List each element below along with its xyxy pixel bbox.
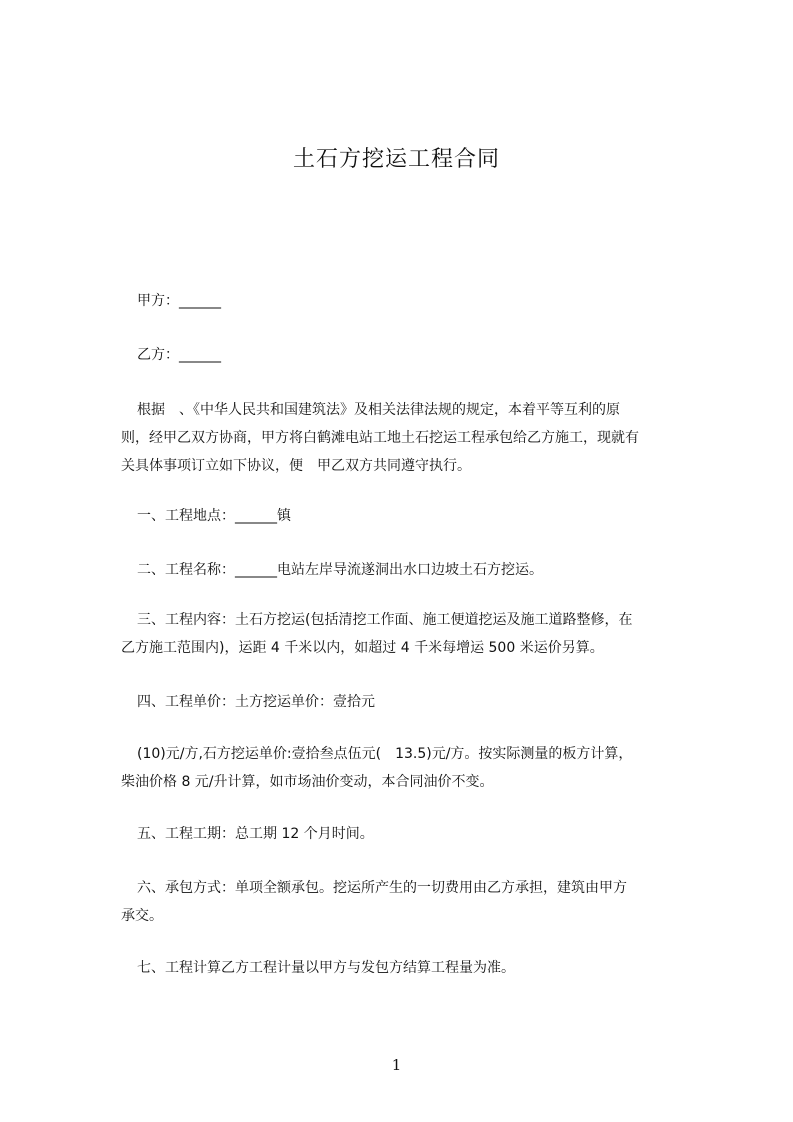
party-b-line: 乙方：______ <box>137 347 221 363</box>
preamble-line-3: 关具体事项订立如下协议，便 甲乙双方共同遵守执行。 <box>121 458 471 474</box>
clause-6-contract-method <box>121 874 737 930</box>
clause-3-content <box>121 606 737 662</box>
document-title: 土石方挖运工程合同 <box>292 147 500 172</box>
preamble-paragraph <box>121 396 737 480</box>
clause-3-line-2: 乙方施工范围内)，运距 4 千米以内，如超过 4 千米每增运 500 米运价另算。 <box>121 640 604 656</box>
clause-4-cont-line-2: 柴油价格 8 元/升计算，如市场油价变动，本合同油价不变。 <box>121 774 494 790</box>
clause-2-name: 二、工程名称：______电站左岸导流遂洞出水口边坡土石方挖运。 <box>137 562 543 578</box>
preamble-line-1: 根据 、《中华人民共和国建筑法》及相关法律法规的规定，本着平等互利的原 <box>137 402 620 418</box>
page-number: 1 <box>391 1056 402 1074</box>
clause-7-calculation: 七、工程计算乙方工程计量以甲方与发包方结算工程量为准。 <box>137 960 515 976</box>
clause-4-cont-line-1: (10)元/方,石方挖运单价:壹拾叁点伍元( 13.5)元/方。按实际测量的板方计算， <box>137 746 633 762</box>
clause-3-line-1: 三、工程内容：土石方挖运(包括清挖工作面、施工便道挖运及施工道路整修，在 <box>137 612 633 628</box>
clause-6-line-2: 承交。 <box>121 908 163 924</box>
clause-6-line-1: 六、承包方式：单项全额承包。挖运所产生的一切费用由乙方承担，建筑由甲方 <box>137 880 627 896</box>
clause-4-continuation <box>121 740 737 796</box>
clause-5-duration: 五、工程工期：总工期 12 个月时间。 <box>137 826 374 842</box>
clause-1-location: 一、工程地点：______镇 <box>137 508 291 524</box>
preamble-line-2: 则，经甲乙双方协商，甲方将白鹤滩电站工地土石挖运工程承包给乙方施工，现就有 <box>121 430 639 446</box>
party-a-line: 甲方：______ <box>137 293 221 309</box>
clause-4-unit-price: 四、工程单价：土方挖运单价：壹拾元 <box>137 694 375 710</box>
